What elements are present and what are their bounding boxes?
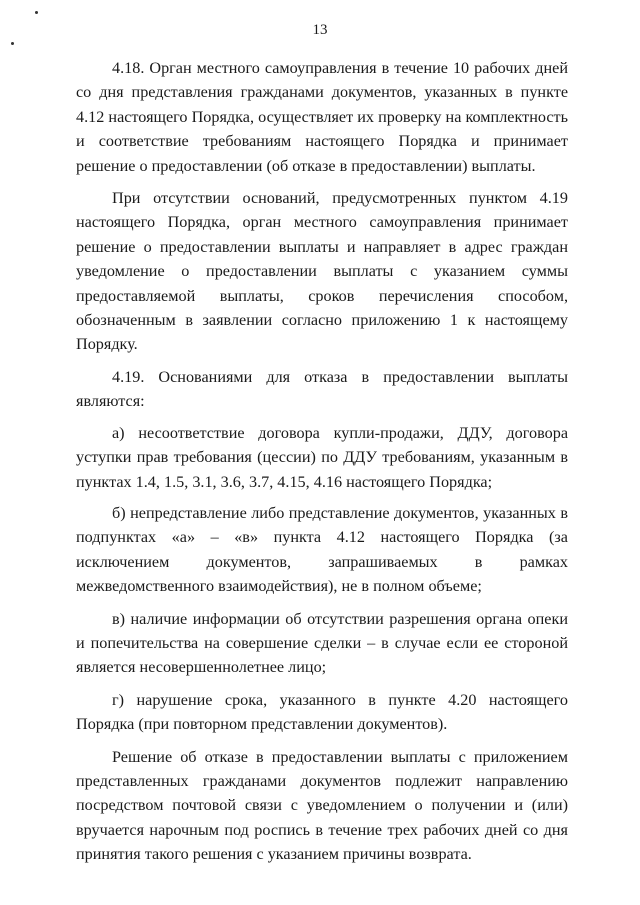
paragraph-refusal-decision: Решение об отказе в предоставлении выплаты с приложением представленных гражданами документов подлежит направлению посредством почтовой связи с уведомлением о получении и (или) вручается нарочным под роспись в течение трех рабочих дней со дня принятия такого решения с указанием причины возврата.: [76, 747, 568, 864]
document-body: [76, 56, 568, 875]
list-item-v: в) наличие информации об отсутствии разрешения органа опеки и попечительства на совершение сделки – в случае если ее стороной является несовершеннолетнее лицо;: [76, 609, 568, 677]
list-item-a: а) несоответствие договора купли-продажи, ДДУ, договора уступки прав требования (цессии) по ДДУ требованиям, указанным в пунктах 1.4, 1.5, 3.1, 3.6, 3.7, 4.15, 4.16 настоящего Порядка;: [76, 423, 568, 491]
list-item-b: б) непредставление либо представление документов, указанных в подпунктах «а» – «в» пункта 4.12 настоящего Порядка (за исключением документов, запрашиваемых в рамках межведомственного взаимодействия), не в полном объеме;: [76, 503, 568, 596]
paragraph-no-grounds: При отсутствии оснований, предусмотренных пунктом 4.19 настоящего Порядка, орган местного самоуправления принимает решение о предоставлении выплаты и направляет в адрес граждан уведомление о предоставлении выплаты с указанием суммы предоставляемой выплаты, сроков перечисления способом, обозначенным в заявлении согласно приложению 1 к настоящему Порядку.: [76, 189, 568, 354]
scan-speck: [35, 11, 38, 14]
page-number: 13: [312, 22, 328, 38]
paragraph-4-18: 4.18. Орган местного самоуправления в течение 10 рабочих дней со дня представления гражданами документов, указанных в пункте 4.12 настоящего Порядка, осуществляет их проверку на комплектность и соответствие требованиям настоящего Порядка и принимает решение о предоставлении (об отказе в предоставлении) выплаты.: [76, 59, 568, 175]
list-item-g: г) нарушение срока, указанного в пункте 4.20 настоящего Порядка (при повторном представлении документов).: [76, 690, 568, 734]
scan-speck: [11, 42, 14, 45]
paragraph-4-19: 4.19. Основаниями для отказа в предоставлении выплаты являются:: [76, 367, 568, 411]
